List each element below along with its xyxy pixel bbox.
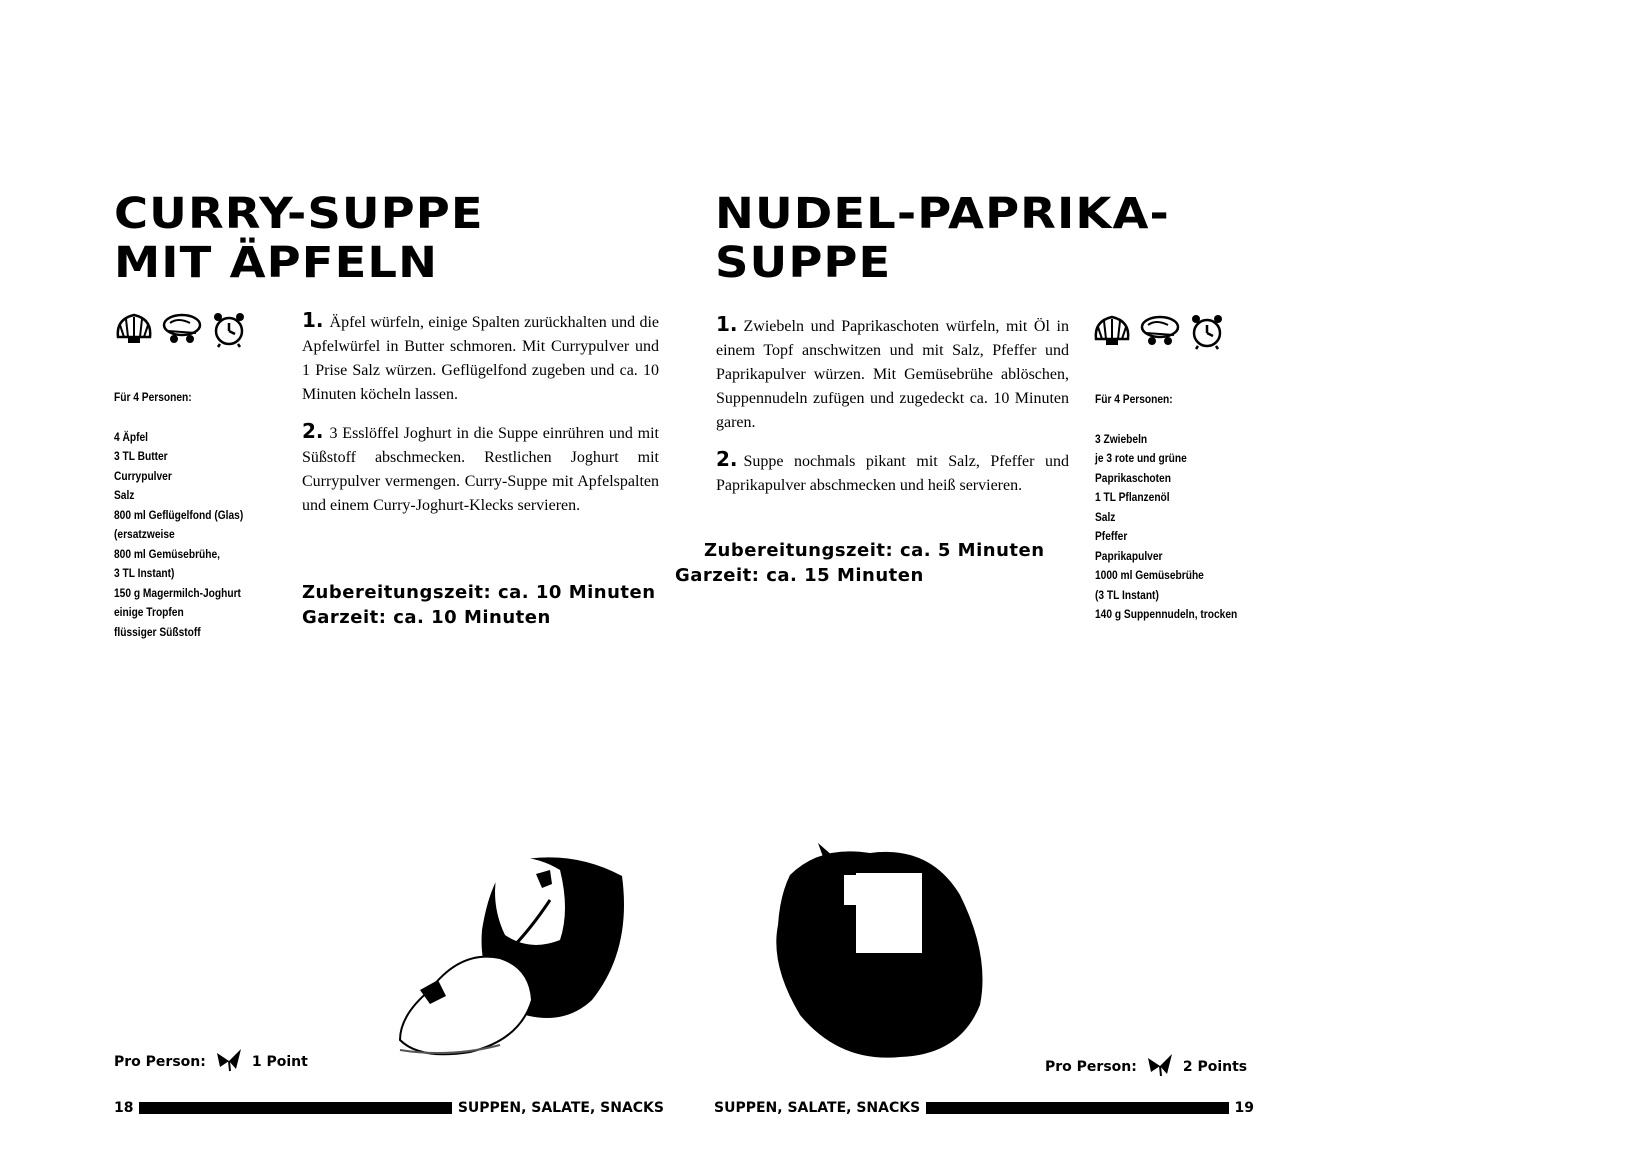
step-text: 3 Esslöffel Joghurt in die Suppe einrühren und mit Süßstoff abschmecken. Restlichen Joghurt mit Currypulver vermengen. Curry-Suppe mit Apfelspalten und einem Curry-Joghurt-Klecks servieren. — [302, 425, 659, 514]
right-recipe-title — [715, 190, 1170, 288]
left-page-number: 18 — [114, 1100, 134, 1116]
ingredient-item: Pfeffer — [1095, 529, 1128, 543]
right-prep-time: Zubereitungszeit: ca. 5 Minuten — [704, 540, 1045, 561]
bell-pepper-photo — [760, 835, 1000, 1070]
ingredient-item: 3 TL Instant) — [114, 566, 175, 580]
recipe-step — [302, 308, 659, 407]
right-times-clip — [675, 538, 1053, 594]
left-times — [302, 580, 656, 630]
right-title-line-2: SUPPE — [715, 238, 892, 288]
step-text: Zwiebeln und Paprikaschoten würfeln, mit Öl in einem Topf anschwitzen und mit Salz, Pfeffer und Paprikapulver würzen. Mit Gemüsebrühe ablöschen, Suppennudeln zufügen und zugedeckt ca. 10 Minuten garen. — [716, 318, 1069, 431]
footer-rule — [139, 1102, 451, 1114]
ingredient-item: 4 Äpfel — [114, 429, 149, 444]
shell-icon — [1092, 313, 1132, 349]
shell-icon — [114, 311, 154, 347]
ingredient-item: Currypulver — [114, 468, 172, 483]
ingredient-item: 140 g Suppennudeln, trocken — [1095, 607, 1238, 621]
step-number: 2. — [716, 447, 738, 471]
left-ingredients — [114, 388, 243, 642]
right-footer — [714, 1100, 1254, 1116]
ingredient-item: Salz — [1095, 509, 1116, 524]
ingredient-item: 800 ml Gemüsebrühe, — [114, 546, 221, 561]
left-servings-label: Für 4 Personen: — [114, 390, 192, 404]
ingredient-item: 3 Zwiebeln — [1095, 431, 1148, 446]
step-number: 1. — [302, 308, 324, 332]
ingredient-item: (3 TL Instant) — [1095, 587, 1159, 602]
left-points-value: 1 Point — [251, 1054, 308, 1070]
ingredient-item: 1000 ml Gemüsebrühe — [1095, 568, 1204, 582]
left-difficulty-icons — [114, 310, 248, 348]
alarm-clock-icon — [210, 310, 248, 348]
left-section-label: SUPPEN, SALATE, SNACKS — [457, 1100, 664, 1116]
right-servings-label: Für 4 Personen: — [1095, 392, 1173, 406]
recipe-step — [302, 419, 659, 518]
left-points — [114, 1047, 308, 1077]
recipe-step — [716, 447, 1069, 498]
ingredient-item: Paprikapulver — [1095, 548, 1163, 563]
right-times — [675, 538, 1045, 588]
left-prep-time: Zubereitungszeit: ca. 10 Minuten — [302, 582, 656, 603]
left-footer — [114, 1100, 664, 1116]
step-text: Äpfel würfeln, einige Spalten zurückhalten und die Apfelwürfel in Butter schmoren. Mit Currypulver und 1 Prise Salz würzen. Geflügelfond zugeben und ca. 10 Minuten köcheln lassen. — [302, 314, 659, 403]
footer-rule — [926, 1102, 1228, 1114]
left-cook-time: Garzeit: ca. 10 Minuten — [302, 607, 551, 628]
right-title-line-1: NUDEL-PAPRIKA- — [715, 189, 1170, 239]
ingredient-item: je 3 rote und grüne — [1095, 451, 1187, 465]
ingredient-item: (ersatzweise — [114, 527, 175, 541]
left-title-line-2: MIT ÄPFELN — [114, 238, 439, 288]
ingredient-item: 150 g Magermilch-Joghurt — [114, 585, 241, 600]
ingredient-item: 800 ml Geflügelfond (Glas) — [114, 507, 244, 522]
left-recipe-title — [114, 190, 484, 288]
right-ingredients — [1095, 390, 1237, 625]
chef-hat-icon — [160, 311, 204, 347]
ingredient-item: einige Tropfen — [114, 605, 184, 619]
butterfly-icon — [1145, 1052, 1175, 1082]
ingredient-item: Salz — [114, 488, 135, 502]
right-difficulty-icons — [1092, 312, 1226, 350]
butterfly-icon — [214, 1047, 244, 1077]
right-points-value: 2 Points — [1182, 1059, 1248, 1075]
alarm-clock-icon — [1188, 312, 1226, 350]
ingredient-item: 1 TL Pflanzenöl — [1095, 490, 1170, 504]
left-steps — [302, 308, 659, 530]
right-cook-time: Garzeit: ca. 15 Minuten — [675, 565, 924, 586]
right-steps — [716, 312, 1069, 510]
ingredient-item: flüssiger Süßstoff — [114, 624, 201, 639]
ingredient-item: 3 TL Butter — [114, 449, 168, 463]
recipe-step — [716, 312, 1069, 435]
ingredient-item: Paprikaschoten — [1095, 470, 1171, 485]
apple-photo — [360, 840, 640, 1075]
right-page-number: 19 — [1234, 1100, 1254, 1116]
chef-hat-icon — [1138, 313, 1182, 349]
step-number: 1. — [716, 312, 738, 336]
step-number: 2. — [302, 419, 324, 443]
step-text: Suppe nochmals pikant mit Salz, Pfeffer und Paprikapulver abschmecken und heiß servieren. — [716, 453, 1069, 494]
right-points-label: Pro Person: — [1045, 1059, 1137, 1075]
right-section-label: SUPPEN, SALATE, SNACKS — [714, 1100, 921, 1116]
right-points — [1045, 1052, 1247, 1082]
left-points-label: Pro Person: — [114, 1054, 206, 1070]
left-title-line-1: CURRY-SUPPE — [114, 189, 484, 239]
